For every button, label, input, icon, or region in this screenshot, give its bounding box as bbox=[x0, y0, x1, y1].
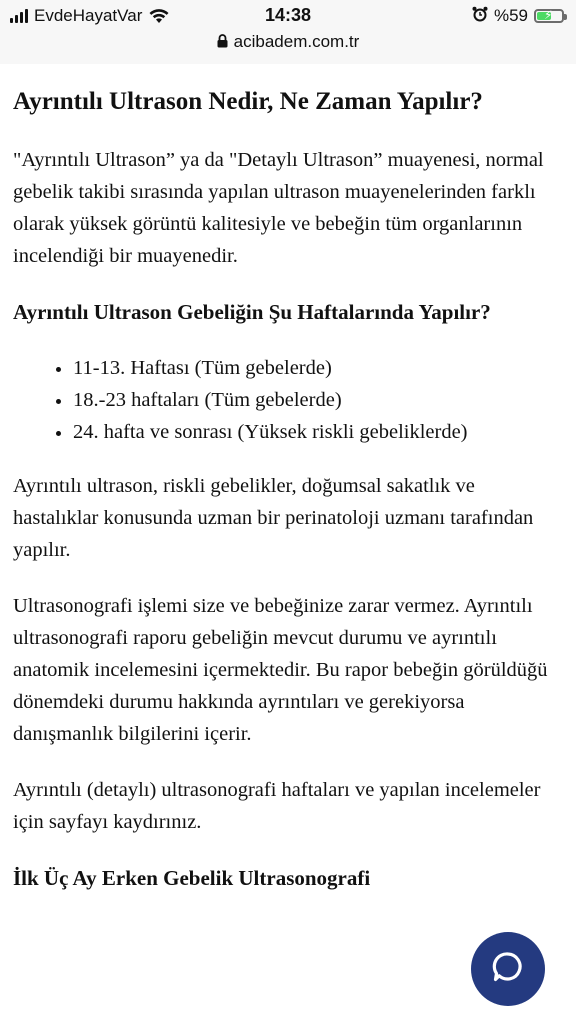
list-item: • 11-13. Haftası (Tüm gebelerde) bbox=[73, 352, 563, 384]
carrier-name: EvdeHayatVar bbox=[34, 6, 143, 25]
specialist-paragraph: Ayrıntılı ultrason, riskli gebelikler, doğumsal sakatlık ve hastalıklar konusunda uzman bir perinatoloji uzmanı tarafından yapılır. bbox=[13, 475, 534, 561]
charging-bolt-icon: ⚡ bbox=[544, 8, 553, 22]
article bbox=[13, 64, 563, 918]
chat-button[interactable] bbox=[471, 932, 545, 1006]
scroll-hint-paragraph: Ayrıntılı (detaylı) ultrasonografi haftaları ve yapılan incelemeler için sayfayı kaydırınız. bbox=[13, 779, 541, 833]
list-item: • 18.-23 haftaları (Tüm gebelerde) bbox=[73, 384, 563, 416]
battery-group bbox=[472, 5, 564, 27]
report-paragraph: Ultrasonografi işlemi size ve bebeğinize zarar vermez. Ayrıntılı ultrasonografi raporu gebeliğin mevcut durumu ve ayrıntılı anatomik incelemesini içermektedir. Bu rapor bebeğin görüldüğü dönemdeki durumu hakkında ayrıntıları ve gerekiyorsa danışmanlık bilgilerini içerir. bbox=[13, 595, 548, 745]
url-text: acibadem.com.tr bbox=[233, 32, 360, 51]
next-section-heading: İlk Üç Ay Erken Gebelik Ultrasonografi bbox=[13, 866, 371, 890]
intro-paragraph: "Ayrıntılı Ultrason” ya da "Detaylı Ultrason” muayenesi, normal gebelik takibi sırasında yapılan ultrason muayenelerinden farklı olarak yüksek görüntü kalitesiyle ve bebeğin tüm organlarının incelendiği bir muayenedir. bbox=[13, 149, 544, 267]
page-title: Ayrıntılı Ultrason Nedir, Ne Zaman Yapılır? bbox=[13, 88, 483, 115]
address-bar[interactable] bbox=[0, 32, 576, 53]
status-bar bbox=[0, 0, 576, 64]
weeks-list bbox=[13, 352, 563, 448]
lock-icon bbox=[217, 33, 228, 53]
clock: 14:38 bbox=[264, 5, 312, 25]
battery-icon bbox=[534, 9, 564, 23]
alarm-clock-icon bbox=[472, 6, 488, 27]
list-item: • 24. hafta ve sonrası (Yüksek riskli gebeliklerde) bbox=[73, 416, 563, 448]
chat-bubble-icon bbox=[491, 950, 525, 989]
weeks-heading: Ayrıntılı Ultrason Gebeliğin Şu Haftalarında Yapılır? bbox=[13, 300, 491, 324]
battery-percent: %59 bbox=[493, 6, 528, 25]
